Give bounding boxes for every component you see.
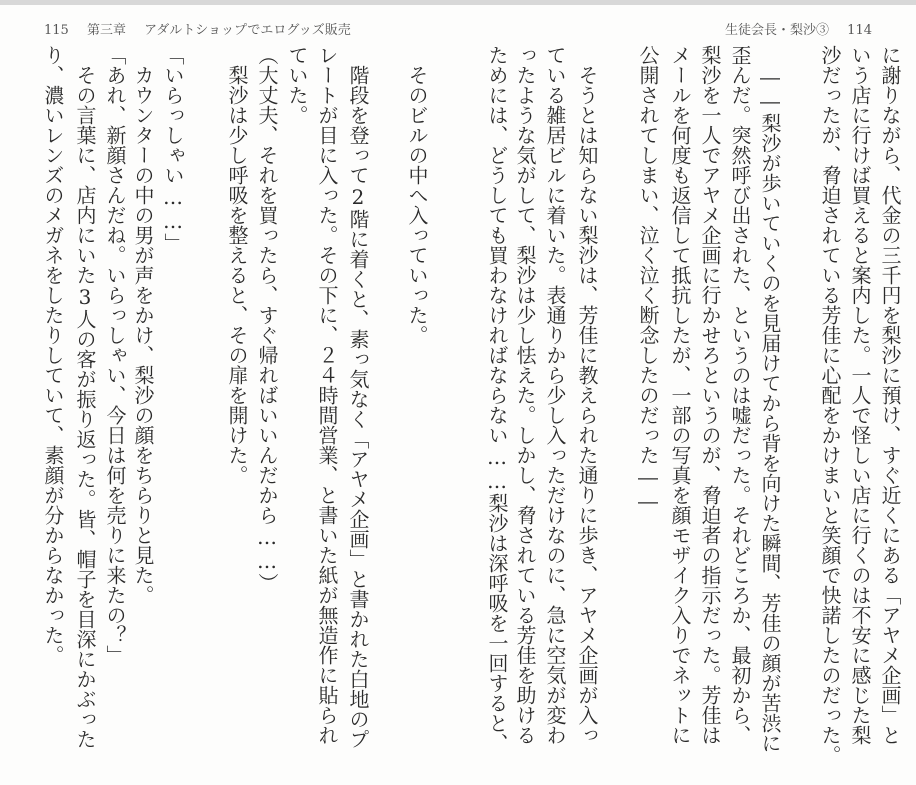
chapter-title: アダルトショップでエログッズ販売 [144,23,351,38]
window-top-bar [0,0,916,5]
text-line: そのビルの中へ入っていった。 [405,65,429,345]
text-line: （大丈夫、それを買ったら、すぐ帰ればいいんだから……） [255,45,279,593]
text-line: ――梨沙が歩いていくのを見届けてから背を向けた瞬間、芳佳の顔が苦渋に [758,65,782,753]
text-line: 階段を登って2階に着くと、素っ気なく「アヤメ企画」と書かれた白地のプ [346,65,370,749]
book-title: 生徒会長・梨沙③ [725,23,830,38]
text-line: そうとは知らない梨沙は、芳佳に教えられた通りに歩き、アヤメ企画が入っ [575,65,599,745]
text-line: レートが目に入った。その下に、２４時間営業、と書いた紙が無造作に貼られ [315,45,339,745]
right-page-header [711,19,872,38]
text-line: 沙だったが、脅迫されている芳佳に心配をかけまいと笑顔で快諾したのだった。 [818,45,842,765]
text-line: その言葉に、店内にいた3人の客が振り返った。皆、帽子を目深にかぶった [73,65,97,749]
text-line: ったような気がして、梨沙は少し怯えた。しかし、脅されている芳佳を助ける [513,45,537,745]
text-line: 「いらっしゃい……」 [161,45,185,253]
text-line: メールを何度も返信して抵抗したが、一部の写真を顔モザイク入りでネットに [668,45,692,745]
left-page-header [44,19,365,38]
text-line: り、濃いレンズのメガネをしたりしていて、素顔が分からなかった。 [41,45,65,665]
text-line: いう店に行けば買えると案内した。一人で怪しい店に行くのは不安に感じた梨 [848,45,872,745]
text-line: 公開されてしまい、泣く泣く断念したのだった―― [636,45,660,513]
text-line: 梨沙は少し呼吸を整えると、その扉を開けた。 [225,65,249,485]
text-line: に謝りながら、代金の三千円を梨沙に預け、すぐ近くにある「アヤメ企画」と [878,45,902,745]
right-page-number: 114 [847,23,872,38]
text-line: 梨沙を一人でアヤメ企画に行かせろというのが、脅迫者の指示だった。芳佳は [698,45,722,745]
text-line: ていた。 [285,45,309,125]
left-page-number: 115 [44,23,69,38]
text-line: 「あれ、新顔さんだね。いらっしゃい、今日は何を売りに来たの？」 [103,45,127,665]
chapter-label: 第三章 [86,23,126,38]
text-line: ためには、どうしても買わなければならない……梨沙は深呼吸を一回すると、 [485,45,509,753]
text-line: ている雑居ビルに着いた。表通りから少し入っただけなのに、急に空気が変わ [543,45,567,745]
text-line: カウンターの中の男が声をかけ、梨沙の顔をちらりと見た。 [131,65,155,605]
text-line: 歪んだ。突然呼び出された、というのは嘘だった。それどころか、最初から、 [728,45,752,745]
